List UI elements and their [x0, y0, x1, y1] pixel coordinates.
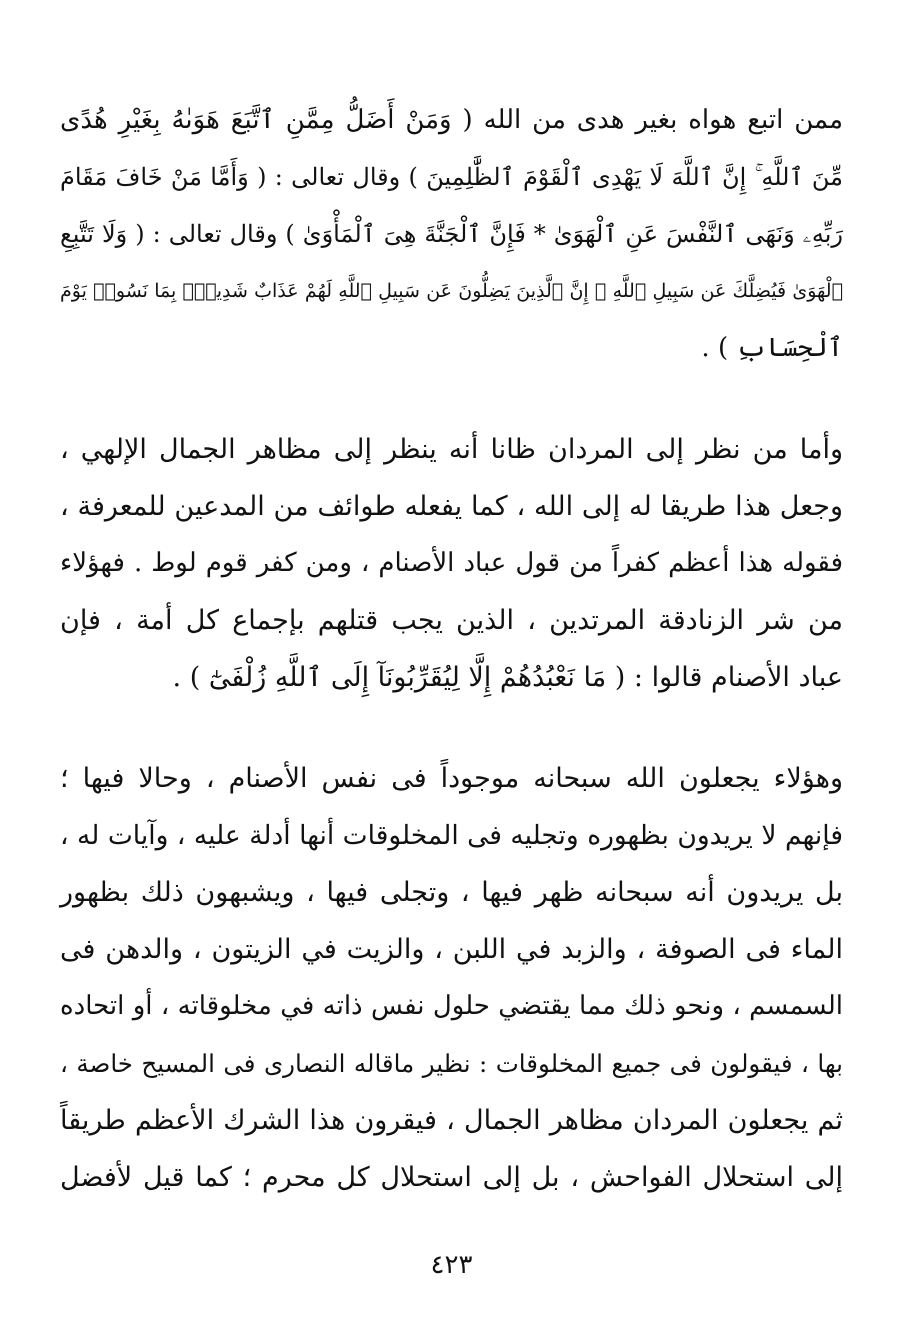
text-line: وهؤلاء يجعلون الله سبحانه موجوداً فى نفس الأصنام ، وحالا فيها ؛	[60, 763, 843, 794]
text-line: ٱلْحِسَابِ ) .	[701, 333, 843, 363]
text-line: ممن اتبع هواه بغير هدى من الله ( وَمَنْ أَضَلُّ مِمَّنِ ٱتَّبَعَ هَوَىٰهُ بِغَيْرِ هُدًى	[60, 105, 843, 135]
paragraph-quran-verses	[60, 92, 843, 377]
text-line: الماء فى الصوفة ، والزبد في اللبن ، والزيت في الزيتون ، والدهن فى	[60, 934, 843, 965]
text-line: من شر الزنادقة المرتدين ، الذين يجب قتلهم بإجماع كل أمة ، فإن	[60, 605, 843, 636]
text-line: ٱلْهَوَىٰ فَيُضِلَّكَ عَن سَبِيلِ ٱللَّهِ ۚ إِنَّ ٱلَّذِينَ يَضِلُّونَ عَن سَبِيلِ ٱللَّهِ لَهُمْ عَذَابٌ شَدِيدٌۢ بِمَا نَسُوا۟ يَوْمَ	[60, 280, 843, 302]
text-line: وأما من نظر إلى المردان ظانا أنه ينظر إلى مظاهر الجمال الإلهي ،	[60, 434, 843, 465]
text-line: إلى استحلال الفواحش ، بل إلى استحلال كل محرم ؛ كما قيل لأفضل	[60, 1162, 843, 1193]
text-line: فإنهم لا يريدون بظهوره وتجليه فى المخلوقات أنها أدلة عليه ، وآيات له ،	[60, 820, 843, 851]
text-line: السمسم ، ونحو ذلك مما يقتضي حلول نفس ذاته في مخلوقاته ، أو اتحاده	[60, 991, 843, 1021]
paragraph-hulul	[60, 750, 843, 1206]
page-number: ٤٢٣	[430, 1250, 473, 1280]
text-line: مِّنَ ٱللَّهِ ۚ إِنَّ ٱللَّهَ لَا يَهْدِى ٱلْقَوْمَ ٱلظَّٰلِمِينَ ) وقال تعالى : ( وَأَمَّا مَنْ خَافَ مَقَامَ	[60, 163, 843, 191]
text-line: بها ، فيقولون فى جميع المخلوقات : نظير ماقاله النصارى فى المسيح خاصة ،	[60, 1049, 844, 1078]
text-line: بل يريدون أنه سبحانه ظهر فيها ، وتجلى فيها ، ويشبهون ذلك بظهور	[60, 877, 843, 908]
text-line: فقوله هذا أعظم كفراً من قول عباد الأصنام ، ومن كفر قوم لوط . فهؤلاء	[60, 548, 843, 578]
text-line: وجعل هذا طريقا له إلى الله ، كما يفعله طوائف من المدعين للمعرفة ،	[60, 491, 843, 522]
text-line: ثم يجعلون المردان مظاهر الجمال ، فيقرون هذا الشرك الأعظم طريقاً	[60, 1105, 843, 1136]
body-text	[60, 92, 843, 1206]
paragraph-mardan	[60, 421, 843, 706]
text-line: عباد الأصنام قالوا : ( مَا نَعْبُدُهُمْ إِلَّا لِيُقَرِّبُونَآ إِلَى ٱللَّهِ زُلْفَىٰٓ ) .	[172, 662, 843, 693]
text-line: رَبِّهِۦ وَنَهَى ٱلنَّفْسَ عَنِ ٱلْهَوَىٰ * فَإِنَّ ٱلْجَنَّةَ هِىَ ٱلْمَأْوَىٰ ) وقال تعالى : ( وَلَا تَتَّبِعِ	[60, 220, 843, 248]
